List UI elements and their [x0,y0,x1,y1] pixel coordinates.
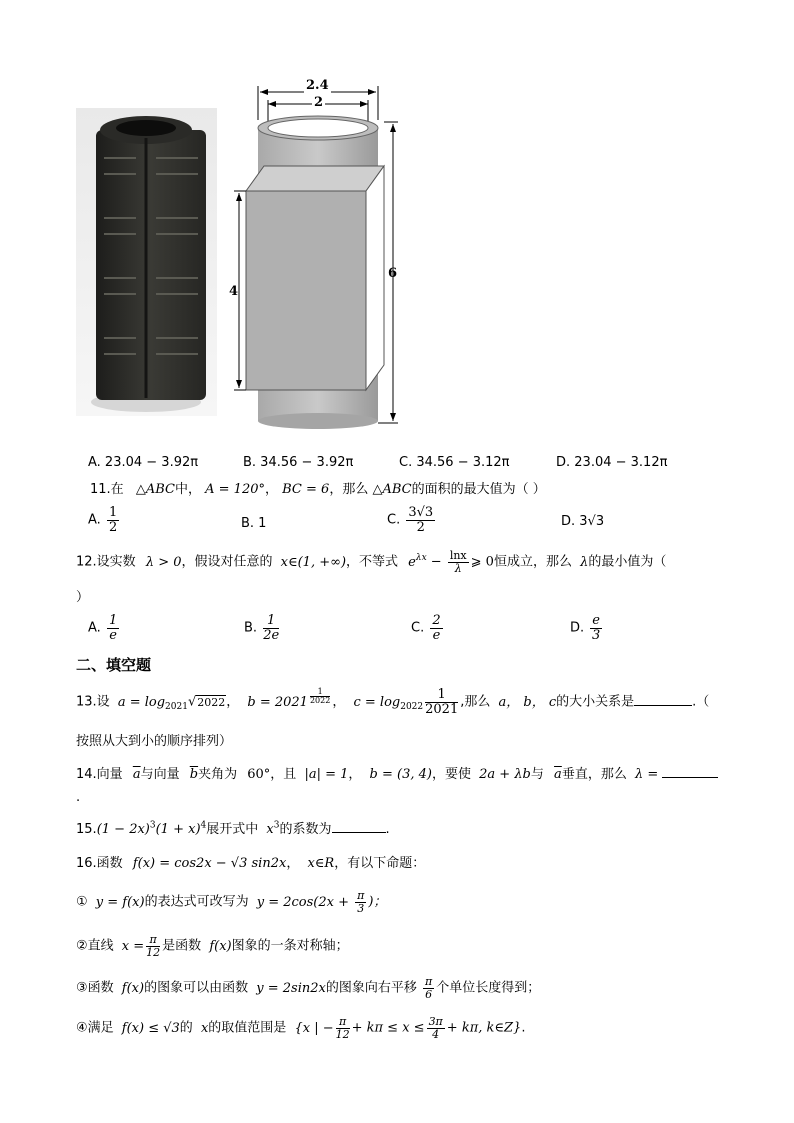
question-13: 13.设 $a = \log_{2021}√2022$， b = 2021 $\frac{1}{2022}$ ， $c = \log_{2022}$ $\frac{1}{2021}$ ,那么 a， b， c的大小关系是 .（ [76,687,710,717]
q12-line2: ） [76,590,90,605]
q11-option-b: B. 1 [241,516,267,531]
question-15: $15.(1 - 2x)^3(1 + x)^4$展开式中 $x^3$的系数为 . [76,820,390,837]
q12-option-a: A. $\frac{1}{e}$ [88,613,118,643]
cong-diagram [226,78,416,430]
q11-option-d: D. 3√3 [561,514,605,529]
jade-cong-photo [76,108,217,416]
section-title-fill-in: 二、填空题 [76,656,152,674]
question-14: 14.向量 $\overline{a}$与向量 $\overline{b}$夹角为 60°，且 |a| = 1， b = (3, 4)，要使 2a + λb与 $\overline{a}$垂直，那么 λ = [76,763,718,782]
q16-proposition-2: ②直线 x = $\frac{\pi}{12}$ 是函数 f(x)图象的一条对称轴； [76,933,349,959]
q16-proposition-3: ③函数 f(x)的图象可以由函数 y = 2sin2x的图象向右平移 $\frac{\pi}{6}$ 个单位长度得到； [76,975,541,1001]
dim-left: 4 [229,284,239,299]
q16-proposition-1: ① y = f(x)的表达式可改写为 y = 2cos(2x + $\frac{\pi}{3}$ )； [76,889,387,915]
q10-option-c: C. 34.56 − 3.12π [399,455,510,470]
q12-option-b: B. $\frac{1}{2e}$ [244,613,280,643]
question-11: 11.在 △ABC中， A = 120°， BC = 6，那么 △ABC的面积的最大值为（ ） [90,482,546,497]
q10-option-d: D. 23.04 − 3.12π [556,455,668,470]
q14-answer-blank[interactable] [662,765,718,778]
q12-option-d: D. $\frac{e}{3}$ [570,613,601,643]
q13-answer-blank[interactable] [634,693,692,706]
q11-option-c: C. $\frac{3√3}{2}$ [387,505,434,535]
q12-option-c: C. $\frac{2}{e}$ [411,613,441,643]
dim-top-inner: 2 [314,95,324,110]
q14-line2: . [76,790,81,805]
q11-option-a: A. $\frac{1}{2}$ [88,505,118,535]
q15-answer-blank[interactable] [332,820,386,833]
q13-line2: 按照从大到小的顺序排列） [76,734,233,749]
question-12: 12.设实数 λ > 0，假设对任意的 x∈(1, +∞)，不等式 $e^{\lambda x}$ − $\frac{\ln x}{\lambda}$ ⩾ 0恒成立，那么 λ的最小值为（ [76,549,667,575]
q10-option-a: A. 23.04 − 3.92π [88,455,199,470]
dim-right: 6 [388,266,398,281]
question-16: 16.函数 f(x) = cos2x − √3 sin2x， x∈R，有以下命题： [76,856,426,871]
q10-option-b: B. 34.56 − 3.92π [243,455,354,470]
q16-proposition-4: ④满足 f(x) ≤ √3的 x的取值范围是 {x | − $\frac{\pi}{12}$ + kπ ≤ x ≤ $\frac{3\pi}{4}$ + kπ, k∈Z}. [76,1015,526,1041]
dim-top-outer: 2.4 [306,78,329,93]
